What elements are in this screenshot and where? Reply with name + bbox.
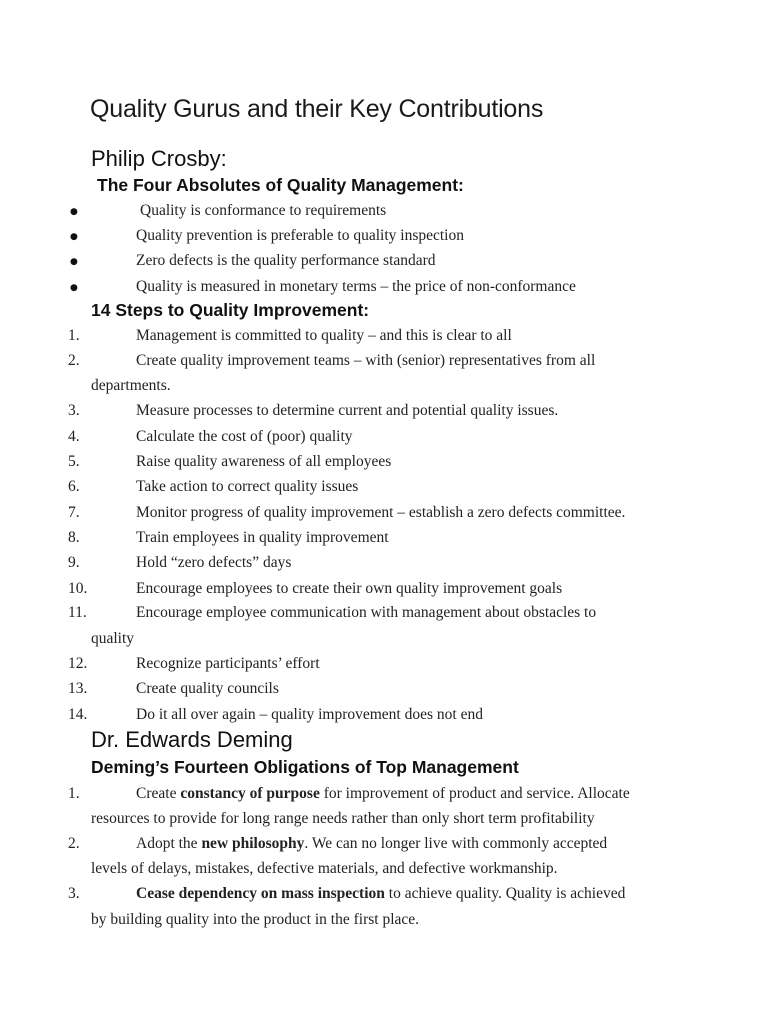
list-item: Quality is measured in monetary terms – the price of non-conformance <box>136 278 576 295</box>
bullet-icon: ● <box>70 207 78 217</box>
list-item: Recognize participants’ effort <box>136 655 320 672</box>
list-item: Create quality councils <box>136 680 279 697</box>
list-item: Quality is conformance to requirements <box>140 202 387 219</box>
list-number: 6. <box>68 478 80 495</box>
absolutes-heading: The Four Absolutes of Quality Management: <box>97 175 464 195</box>
list-number: 5. <box>68 453 80 470</box>
list-item-continuation: by building quality into the product in the first place. <box>91 911 420 928</box>
list-item: Encourage employees to create their own quality improvement goals <box>136 580 563 597</box>
list-number: 10. <box>68 580 88 597</box>
emphasis: Cease dependency on mass inspection <box>136 885 385 902</box>
bullet-icon: ● <box>70 283 78 293</box>
list-number: 3. <box>68 885 80 902</box>
list-item: Raise quality awareness of all employees <box>136 453 392 470</box>
list-item: Create constancy of purpose for improvement of product and service. Allocate <box>136 785 630 802</box>
list-item: Do it all over again – quality improvement does not end <box>136 706 483 723</box>
list-number: 2. <box>68 352 80 369</box>
list-number: 12. <box>68 655 88 672</box>
list-number: 2. <box>68 835 80 852</box>
list-item: Train employees in quality improvement <box>136 529 389 546</box>
list-number: 1. <box>68 327 80 344</box>
list-number: 3. <box>68 402 80 419</box>
page-title: Quality Gurus and their Key Contributions <box>90 95 544 123</box>
emphasis: new philosophy <box>201 835 305 852</box>
list-item: Cease dependency on mass inspection to achieve quality. Quality is achieved <box>136 885 626 902</box>
list-number: 4. <box>68 428 80 445</box>
list-number: 13. <box>68 680 88 697</box>
list-number: 14. <box>68 706 88 723</box>
crosby-heading: Philip Crosby: <box>91 146 227 171</box>
list-item: Hold “zero defects” days <box>136 554 292 571</box>
list-item: Zero defects is the quality performance standard <box>136 252 436 269</box>
list-number: 1. <box>68 785 80 802</box>
obligations-heading: Deming’s Fourteen Obligations of Top Management <box>91 757 519 777</box>
list-item: Monitor progress of quality improvement – establish a zero defects committee. <box>136 504 626 521</box>
bullet-icon: ● <box>70 257 78 267</box>
steps-heading: 14 Steps to Quality Improvement: <box>91 300 370 320</box>
list-item-continuation: departments. <box>91 377 171 394</box>
list-item: Create quality improvement teams – with (senior) representatives from all <box>136 352 596 369</box>
list-item: Calculate the cost of (poor) quality <box>136 428 353 445</box>
list-item-continuation: quality <box>91 630 135 647</box>
list-number: 7. <box>68 504 80 521</box>
bullet-icon: ● <box>70 232 78 242</box>
list-number: 11. <box>68 604 87 621</box>
list-item: Encourage employee communication with management about obstacles to <box>136 604 597 621</box>
list-item: Management is committed to quality – and this is clear to all <box>136 327 512 344</box>
list-item: Measure processes to determine current and potential quality issues. <box>136 402 559 419</box>
list-item: Quality prevention is preferable to quality inspection <box>136 227 464 244</box>
list-item: Adopt the new philosophy. We can no longer live with commonly accepted <box>136 835 608 852</box>
deming-heading: Dr. Edwards Deming <box>91 727 293 752</box>
emphasis: constancy of purpose <box>180 785 320 802</box>
list-number: 9. <box>68 554 80 571</box>
list-number: 8. <box>68 529 80 546</box>
list-item-continuation: resources to provide for long range needs rather than only short term profitability <box>91 810 595 827</box>
list-item: Take action to correct quality issues <box>136 478 359 495</box>
list-item-continuation: levels of delays, mistakes, defective materials, and defective workmanship. <box>91 860 558 877</box>
